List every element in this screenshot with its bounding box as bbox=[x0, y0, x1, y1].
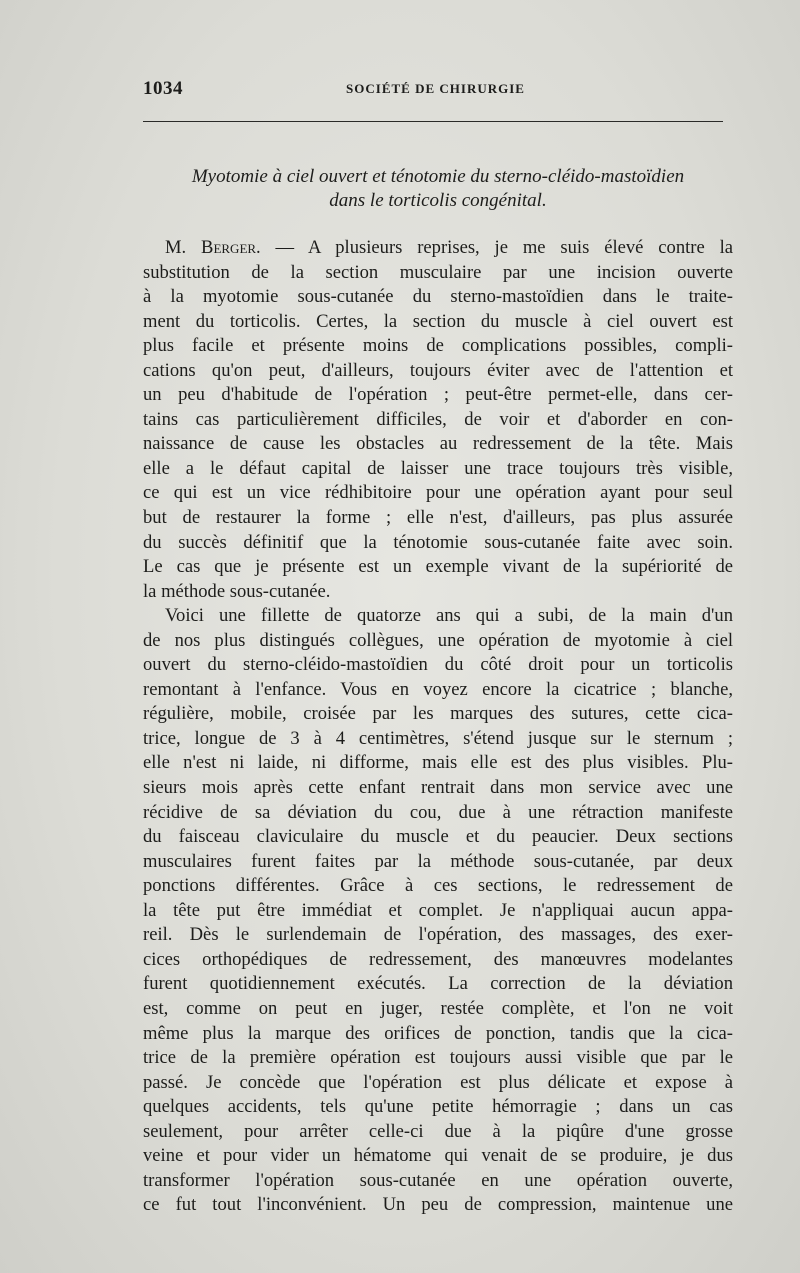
text-line: elle a le défaut capital de laisser une trace toujours très visible, bbox=[143, 457, 733, 479]
article-title bbox=[143, 165, 733, 213]
text-line: veine et pour vider un hématome qui venait de se produire, je dus bbox=[143, 1145, 733, 1167]
text-line: ce fut tout l'inconvénient. Un peu de compression, maintenue une bbox=[143, 1194, 733, 1216]
page-number: 1034 bbox=[143, 78, 183, 99]
text-line: reil. Dès le surlendemain de l'opération, des massages, des exer- bbox=[143, 924, 733, 946]
text-line: régulière, mobile, croisée par les marques des sutures, cette cica- bbox=[143, 703, 733, 725]
header-rule bbox=[143, 121, 723, 122]
text-line: sieurs mois après cette enfant rentrait dans mon service avec une bbox=[143, 777, 733, 799]
text-line: est, comme on peut en juger, restée complète, et l'on ne voit bbox=[143, 997, 733, 1019]
text-line: ponctions différentes. Grâce à ces sections, le redressement de bbox=[143, 875, 733, 897]
text-line: Le cas que je présente est un exemple vivant de la supériorité de bbox=[143, 556, 733, 578]
text-line: but de restaurer la forme ; elle n'est, d'ailleurs, pas plus assurée bbox=[143, 507, 733, 529]
text-line: du faisceau claviculaire du muscle et du peaucier. Deux sections bbox=[143, 826, 733, 848]
text-line: passé. Je concède que l'opération est plus délicate et expose à bbox=[143, 1071, 733, 1093]
text-line: plus facile et présente moins de complications possibles, compli- bbox=[143, 335, 733, 357]
text-line: remontant à l'enfance. Vous en voyez encore la cicatrice ; blanche, bbox=[143, 678, 733, 700]
text-line: la méthode sous-cutanée. bbox=[143, 580, 331, 602]
text-line: à la myotomie sous-cutanée du sterno-mastoïdien dans le traite- bbox=[143, 286, 733, 308]
paragraph-1-line-1 bbox=[143, 236, 733, 261]
text-line: substitution de la section musculaire par une incision ouverte bbox=[143, 261, 733, 283]
paragraph-1-opening: — A plusieurs reprises, je me suis élevé contre la bbox=[260, 237, 733, 258]
running-head: SOCIÉTÉ DE CHIRURGIE bbox=[346, 81, 525, 96]
text-line: même plus la marque des orifices de ponction, tandis que la cica- bbox=[143, 1022, 733, 1044]
text-line: la tête put être immédiat et complet. Je n'appliquai aucun appa- bbox=[143, 899, 733, 921]
text-line: ouvert du sterno-cléido-mastoïdien du côté droit pour un torticolis bbox=[143, 654, 733, 676]
text-line: trice de la première opération est toujours aussi visible que par le bbox=[143, 1047, 733, 1069]
text-line: quelques accidents, tels qu'une petite hémorragie ; dans un cas bbox=[143, 1096, 733, 1118]
text-line: récidive de sa déviation du cou, due à une rétraction manifeste bbox=[143, 801, 733, 823]
text-line: ment du torticolis. Certes, la section du muscle à ciel ouvert est bbox=[143, 310, 733, 332]
text-line: du succès définitif que la ténotomie sous-cutanée faite avec soin. bbox=[143, 531, 733, 553]
paragraph-2-line-1: Voici une fillette de quatorze ans qui a subi, de la main d'un bbox=[165, 605, 733, 627]
text-line: transformer l'opération sous-cutanée en une opération ouverte, bbox=[143, 1169, 733, 1191]
text-line: cations qu'on peut, d'ailleurs, toujours éviter avec de l'attention et bbox=[143, 359, 733, 381]
text-line: naissance de cause les obstacles au redressement de la tête. Mais bbox=[143, 433, 733, 455]
text-line: un peu d'habitude de l'opération ; peut-être permet-elle, dans cer- bbox=[143, 384, 733, 406]
text-line: cices orthopédiques de redressement, des manœuvres modelantes bbox=[143, 948, 733, 970]
title-line-1: Myotomie à ciel ouvert et ténotomie du sterno-cléido-mastoïdien bbox=[191, 166, 685, 187]
title-line-2: dans le torticolis congénital. bbox=[329, 190, 547, 211]
text-line: furent quotidiennement exécutés. La correction de la déviation bbox=[143, 973, 733, 995]
page-header bbox=[143, 78, 728, 102]
text-line: de nos plus distingués collègues, une opération de myotomie à ciel bbox=[143, 629, 733, 651]
text-line: tains cas particulièrement difficiles, de voir et d'aborder en con- bbox=[143, 408, 733, 430]
text-line: trice, longue de 3 à 4 centimètres, s'étend jusque sur le sternum ; bbox=[143, 727, 733, 749]
body-text bbox=[143, 236, 733, 1218]
text-line: seulement, pour arrêter celle-ci due à la piqûre d'une grosse bbox=[143, 1120, 733, 1142]
speaker-name: M. Berger. bbox=[165, 237, 261, 258]
text-line: musculaires furent faites par la méthode sous-cutanée, par deux bbox=[143, 850, 733, 872]
text-line: ce qui est un vice rédhibitoire pour une opération ayant pour seul bbox=[143, 482, 733, 504]
text-line: elle n'est ni laide, ni difforme, mais elle est des plus visibles. Plu- bbox=[143, 752, 733, 774]
